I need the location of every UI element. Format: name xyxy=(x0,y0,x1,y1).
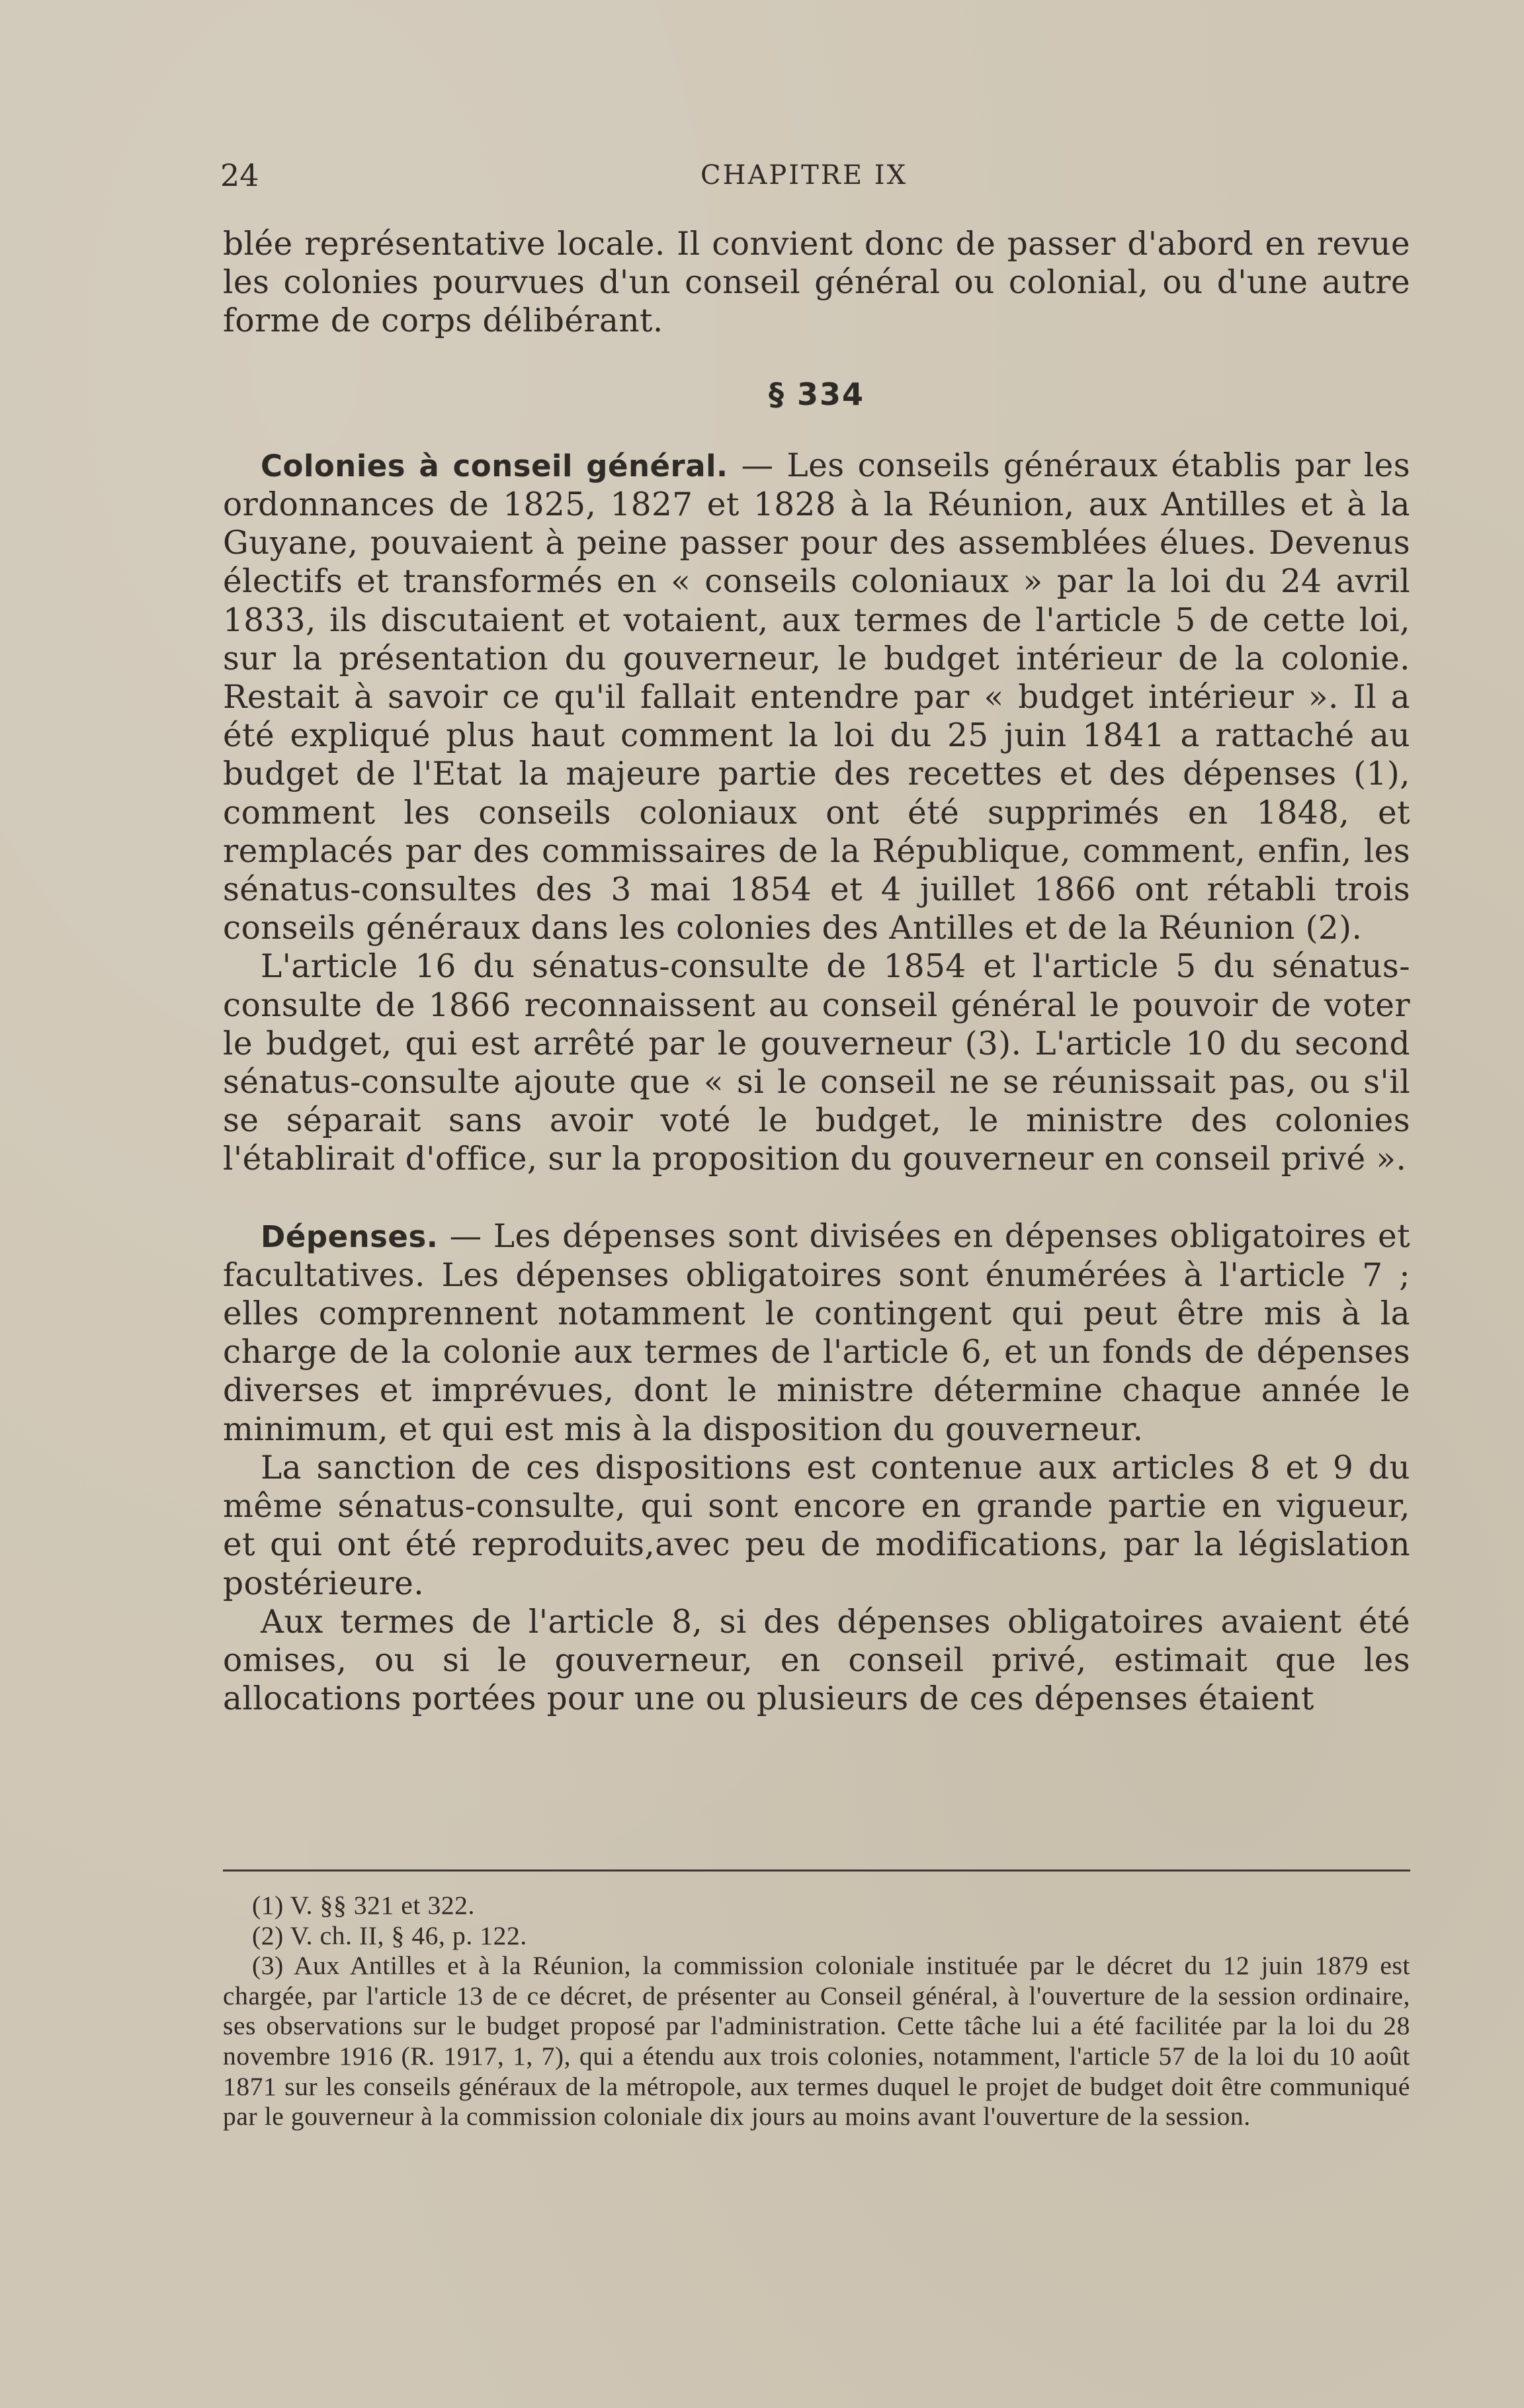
subheading-colonies: Colonies à conseil général. xyxy=(261,448,728,484)
paragraph-colonies-text: — Les conseils généraux établis par les ordonnances de 1825, 1827 et 1828 à la Réunion, aux Antilles et à la Guyane, pouvaient à peine passer pour des assemblées élues. Devenus électifs et transformés en « conseils coloniaux » par la loi du 24 avril 1833, ils discutaient et votaient, aux termes de l'article 5 de cette loi, sur la présentation du gouverneur, le budget intérieur de la colonie. Restait à savoir ce qu'il fallait entendre par « budget intérieur ». Il a été expliqué plus haut comment la loi du 25 juin 1841 a rattaché au budget de l'Etat la majeure partie des recettes et des dépenses (1), comment les conseils coloniaux ont été supprimés en 1848, et remplacés par des commissaires de la République, comment, enfin, les sénatus-consultes des 3 mai 1854 et 4 juillet 1866 ont rétabli trois conseils généraux dans les colonies des Antilles et de la Réunion (2). xyxy=(223,447,1410,947)
paragraph-sanction: La sanction de ces dispositions est contenue aux articles 8 et 9 du même sénatus-consulte, qui sont encore en grande partie en vigueur, et qui ont été reproduits,avec peu de modifications, par la législation postérieure. xyxy=(223,1449,1410,1602)
paragraph-senatus-consulte: L'article 16 du sénatus-consulte de 1854 et l'article 5 du sénatus-consulte de 1866 reconnaissent au conseil général le pouvoir de voter le budget, qui est arrêté par le gouverneur (3). L'article 10 du second sénatus-consulte ajoute que « si le conseil ne se réunissait pas, ou s'il se séparait sans avoir voté le budget, le ministre des colonies l'établirait d'office, sur la proposition du gouverneur en conseil privé ». xyxy=(223,948,1410,1178)
body-text xyxy=(223,225,1410,1718)
section-symbol: § xyxy=(768,376,785,412)
paragraph-gap xyxy=(223,1179,1410,1217)
section-number: 334 xyxy=(796,376,865,412)
footnotes xyxy=(223,1891,1410,2132)
running-head: CHAPITRE IX xyxy=(700,160,908,191)
footnote-3: (3) Aux Antilles et à la Réunion, la commission coloniale instituée par le décret du 12 juin 1879 est chargée, par l'article 13 de ce décret, de présenter au Conseil général, à l'ouverture de la session ordinaire, ses observations sur le budget proposé par l'administration. Cette tâche lui a été facilitée par la loi du 28 novembre 1916 (R. 1917, 1, 7), qui a étendu aux trois colonies, notamment, l'article 57 de la loi du 10 août 1871 sur les conseils généraux de la métropole, aux termes duquel le projet de budget doit être communiqué par le gouverneur à la commission coloniale dix jours au moins avant l'ouverture de la session. xyxy=(223,1951,1410,2131)
paragraph-colonies xyxy=(223,447,1410,948)
footnote-divider xyxy=(223,1870,1410,1871)
page-number: 24 xyxy=(220,157,259,193)
paragraph-depenses-text: — Les dépenses sont divisées en dépenses obligatoires et facultatives. Les dépenses obligatoires sont énumérées à l'article 7 ; elles comprennent notamment le contingent qui peut être mis à la charge de la colonie aux termes de l'article 6, et un fonds de dépenses diverses et imprévues, dont le ministre détermine chaque année le minimum, et qui est mis à la disposition du gouverneur. xyxy=(223,1217,1410,1448)
paragraph-intro: blée représentative locale. Il convient donc de passer d'abord en revue les colonies pourvues d'un conseil général ou colonial, ou d'une autre forme de corps délibérant. xyxy=(223,226,1410,340)
subheading-depenses: Dépenses. xyxy=(261,1219,439,1254)
paragraph-article-8: Aux termes de l'article 8, si des dépenses obligatoires avaient été omises, ou si le gouverneur, en conseil privé, estimait que les allocations portées pour une ou plusieurs de ces dépenses étaient xyxy=(223,1603,1410,1718)
footnote-2: (2) V. ch. II, § 46, p. 122. xyxy=(252,1920,527,1950)
section-heading xyxy=(223,375,1410,413)
paragraph-depenses xyxy=(223,1217,1410,1449)
page-header xyxy=(220,151,1411,197)
footnote-1: (1) V. §§ 321 et 322. xyxy=(252,1891,476,1920)
